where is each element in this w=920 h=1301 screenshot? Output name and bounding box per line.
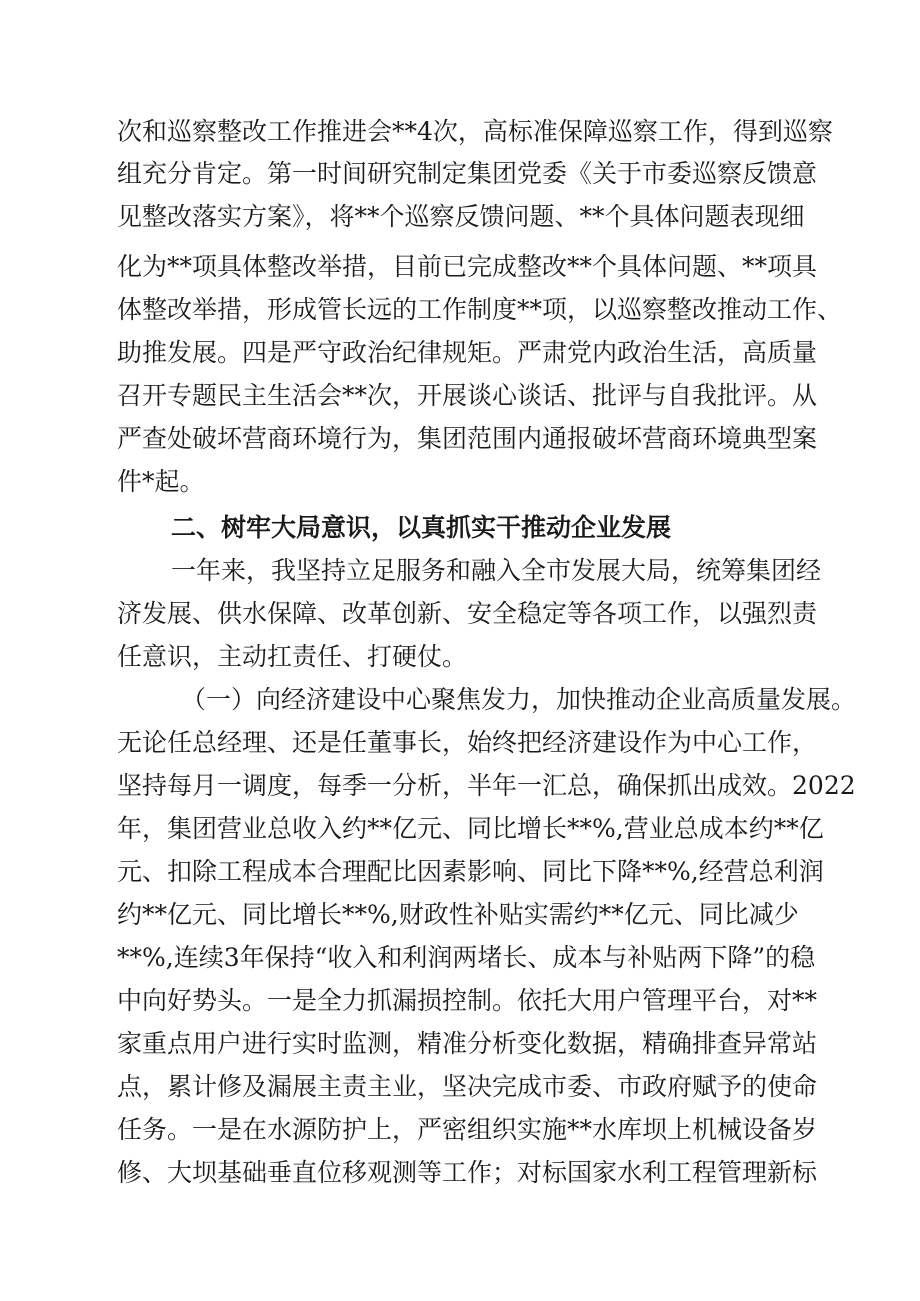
paragraph-3-line-9: 家重点用户进行实时监测，精准分析变化数据，精确排查异常站 <box>117 1029 818 1058</box>
paragraph-2-line-3: 任意识，主动扛责任、打硬仗。 <box>117 642 468 671</box>
paragraph-3-line-5: 元、扣除工程成本合理配比因素影响、同比下降**%,经营总利润 <box>117 857 824 886</box>
paragraph-1-line-8: 严查处破坏营商环境行为，集团范围内通报破坏营商环境典型案 <box>117 424 818 453</box>
paragraph-1-line-2: 组充分肯定。第一时间研究制定集团党委《关于市委巡察反馈意 <box>117 159 818 188</box>
paragraph-2-line-2: 济发展、供水保障、改革创新、安全稳定等各项工作，以强烈责 <box>117 599 818 628</box>
paragraph-1-line-4: 化为**项具体整改举措，目前已完成整改**个具体问题、**项具 <box>117 252 818 281</box>
paragraph-1-line-5: 体整改举措，形成管长远的工作制度**项，以巡察整改推动工作、 <box>117 295 843 324</box>
paragraph-2-line-1: 一年来，我坚持立足服务和融入全市发展大局，统筹集团经 <box>171 556 822 585</box>
paragraph-3-line-2: 无论任总经理、还是任董事长，始终把经济建设作为中心工作， <box>117 728 818 757</box>
paragraph-3-line-12: 修、大坝基础垂直位移观测等工作；对标国家水利工程管理新标 <box>117 1158 818 1187</box>
paragraph-3-line-11: 任务。一是在水源防护上，严密组织实施**水库坝上机械设备岁 <box>117 1115 818 1144</box>
paragraph-3-line-4: 年，集团营业总收入约**亿元、同比增长**%,营业总成本约**亿 <box>117 814 824 843</box>
paragraph-3-line-8: 中向好势头。一是全力抓漏损控制。依托大用户管理平台，对** <box>117 986 818 1015</box>
paragraph-1-line-1: 次和巡察整改工作推进会**4次，高标准保障巡察工作，得到巡察 <box>117 117 833 146</box>
section-heading: 二、树牢大局意识，以真抓实干推动企业发展 <box>171 513 672 542</box>
paragraph-3-line-6: 约**亿元、同比增长**%,财政性补贴实需约**亿元、同比减少 <box>117 900 799 929</box>
paragraph-3-line-7: **%,连续3年保持“收入和利润两堵长、成本与补贴两下降”的稳 <box>117 943 816 972</box>
paragraph-3-line-10: 点，累计修及漏展主责主业，坚决完成市委、市政府赋予的使命 <box>117 1072 818 1101</box>
paragraph-3-line-1: （一）向经济建设中心聚焦发力，加快推动企业高质量发展。 <box>181 685 857 714</box>
paragraph-1-line-9: 件*起。 <box>117 467 205 496</box>
paragraph-1-line-6: 助推发展。四是严守政治纪律规矩。严肃党内政治生活，高质量 <box>117 338 818 367</box>
paragraph-1-line-7: 召开专题民主生活会**次，开展谈心谈话、批评与自我批评。从 <box>117 381 818 410</box>
paragraph-3-line-3: 坚持每月一调度，每季一分析，半年一汇总，确保抓出成效。2022 <box>117 771 856 800</box>
paragraph-1-line-3: 见整改落实方案》，将**个巡察反馈问题、**个具体问题表现细 <box>117 202 805 231</box>
